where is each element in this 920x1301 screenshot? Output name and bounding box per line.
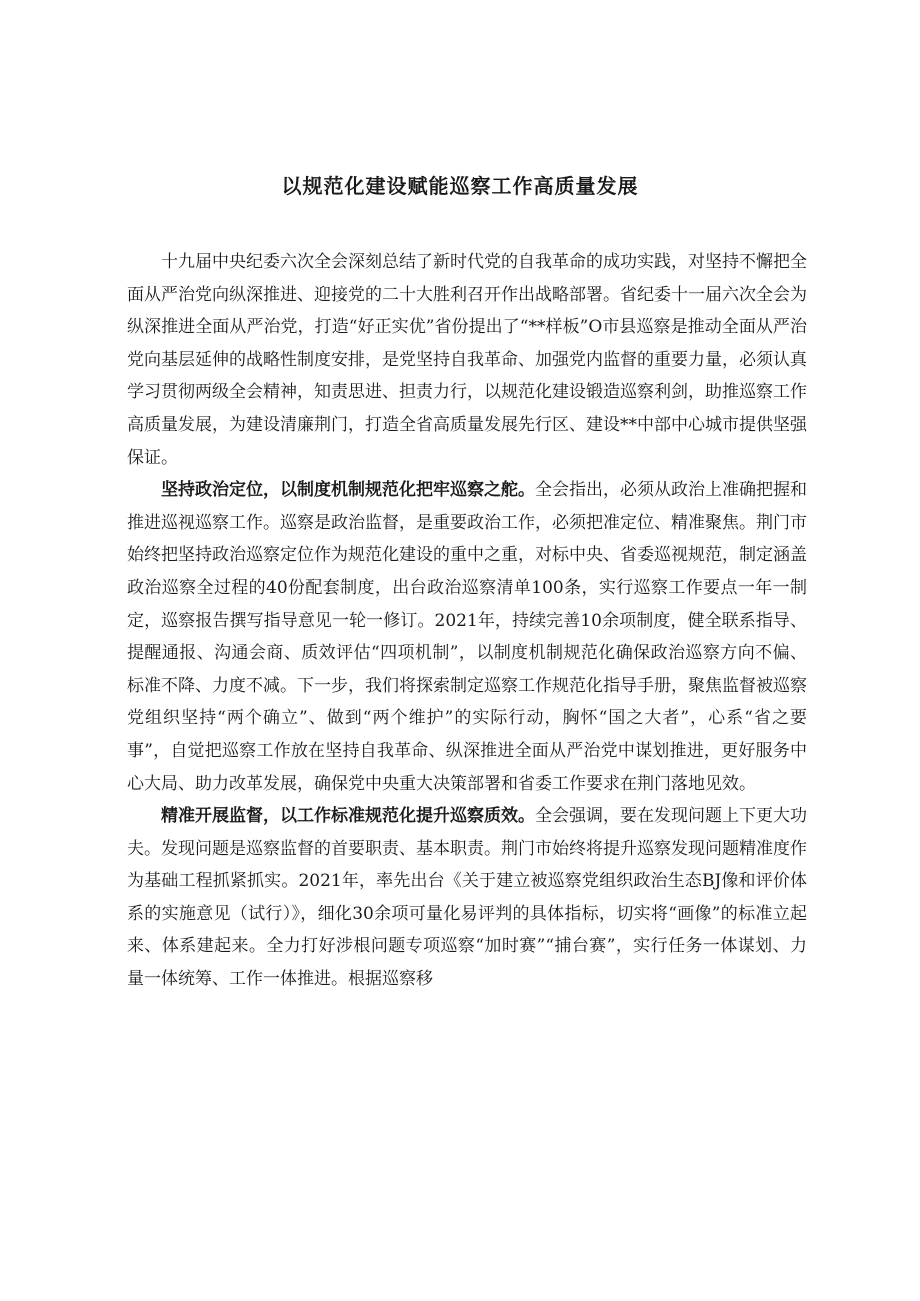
document-title: 以规范化建设赋能巡察工作高质量发展 [281,174,639,198]
paragraph-text: 十九届中央纪委六次全会深刻总结了新时代党的自我革命的成功实践，对坚持不懈把全面从严治党向纵深推进、迎接党的二十大胜利召开作出战略部署。省纪委十一届六次全会为纵深推进全面从严治党，打造“好正实优”省份提出了“**样板”O市县巡察是推动全面从严治党向基层延伸的战略性制度安排，是党坚持自我革命、加强党内监督的重要力量，必须认真学习贯彻两级全会精神，知责思进、担责力行，以规范化建设锻造巡察利剑，助推巡察工作高质量发展，为建设清廉荆门，打造全省高质量发展先行区、建设**中部中心城市提供坚强保证。 [127,252,807,468]
paragraph-lead: 坚持政治定位，以制度机制规范化把牢巡察之舵。 [161,480,535,501]
document-body [127,246,807,996]
paragraph-intro [127,246,807,474]
paragraph-lead: 精准开展监督，以工作标准规范化提升巡察质效。 [161,806,535,827]
paragraph-text: 全会强调，要在发现问题上下更大功夫。发现问题是巡察监督的首要职责、基本职责。荆门市始终将提升巡察发现问题精准度作为基础工程抓紧抓实。2021年，率先出台《关于建立被巡察党组织政治生态BJ像和评价体系的实施意见（试行）》，细化30余项可量化易评判的具体指标，切实将“画像”的标准立起来、体系建起来。全力打好涉根问题专项巡察“加时赛”“捕台赛”，实行任务一体谋划、力量一体统筹、工作一体推进。根据巡察移 [127,806,807,990]
paragraph-political-positioning [127,474,807,800]
paragraph-text: 全会指出，必须从政治上准确把握和推进巡视巡察工作。巡察是政治监督，是重要政治工作，必须把准定位、精准聚焦。荆门市始终把坚持政治巡察定位作为规范化建设的重中之重，对标中央、省委巡视规范，制定涵盖政治巡察全过程的40份配套制度，出台政治巡察清单100条，实行巡察工作要点一年一制定，巡察报告撰写指导意见一轮一修订。2021年，持续完善10余项制度，健全联系指导、提醒通报、沟通会商、质效评估“四项机制”，以制度机制规范化确保政治巡察方向不偏、标准不降、力度不减。下一步，我们将探索制定巡察工作规范化指导手册，聚焦监督被巡察党组织坚持“两个确立”、做到“两个维护”的实际行动，胸怀“国之大者”，心系“省之要事”，自觉把巡察工作放在坚持自我革命、纵深推进全面从严治党中谋划推进，更好服务中心大局、助力改革发展，确保党中央重大决策部署和省委工作要求在荆门落地见效。 [127,480,807,794]
paragraph-precise-supervision [127,800,807,996]
